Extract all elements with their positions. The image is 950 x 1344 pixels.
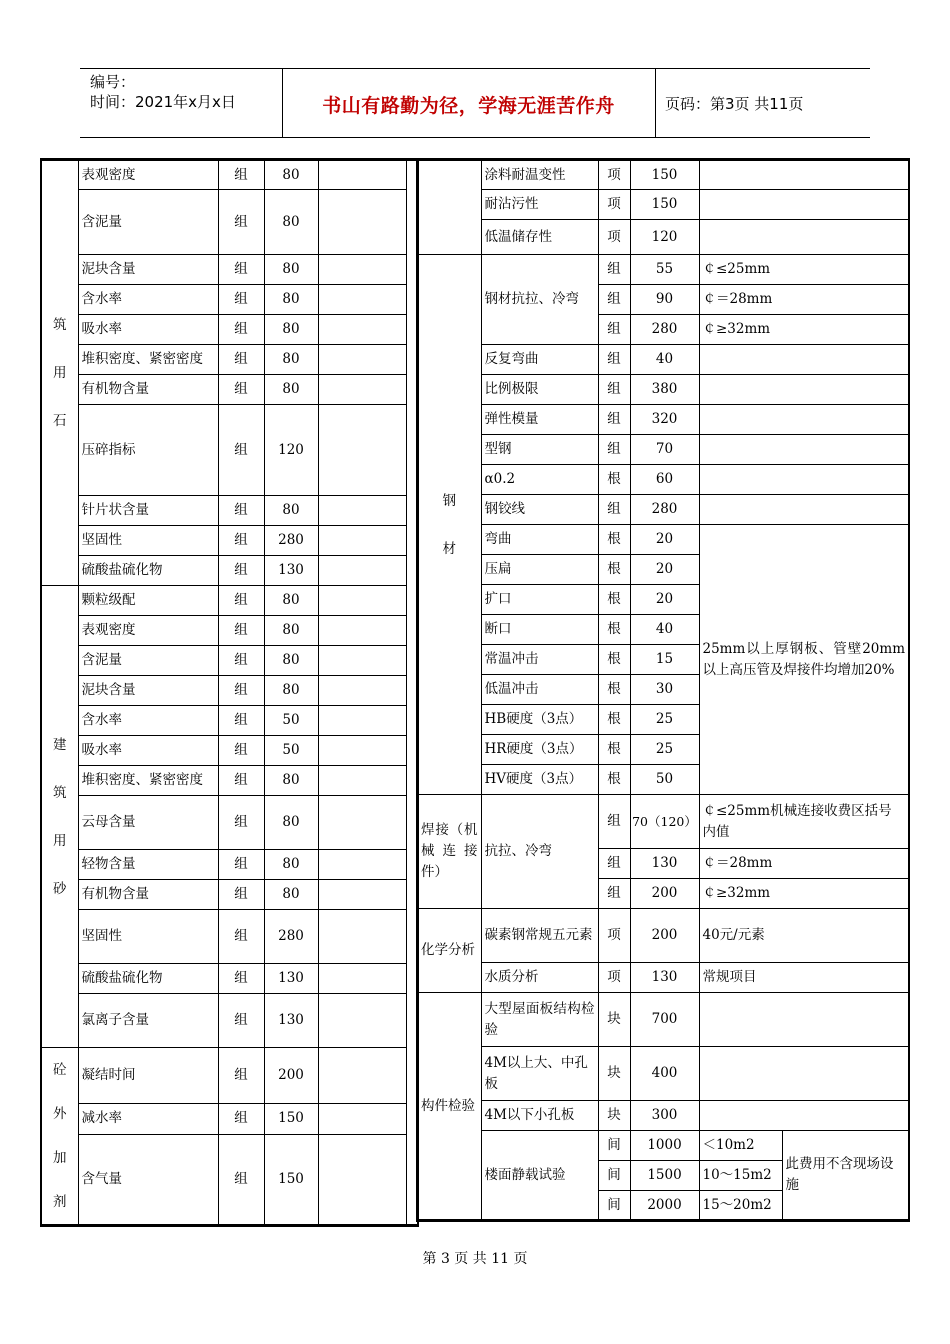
price-cell: 1000 [630,1131,699,1161]
item-cell: 钢材抗拉、冷弯 [481,255,598,345]
category-cell: 构件检验 [417,993,481,1221]
price-cell: 20 [630,585,699,615]
price-cell: 80 [264,586,318,616]
item-cell: 断口 [481,615,598,645]
price-cell: 2000 [630,1191,699,1221]
unit-cell: 组 [218,160,264,190]
category-cell-empty [417,160,481,255]
price-cell: 130 [630,963,699,993]
unit-cell: 组 [218,1048,264,1104]
unit-cell: 块 [598,993,630,1047]
price-cell: 120 [630,220,699,255]
item-cell: 含泥量 [78,646,218,676]
note-cell: ￠≤25mm [699,255,909,285]
category-cell [417,255,481,795]
unit-cell: 组 [218,910,264,964]
price-cell: 150 [264,1134,318,1225]
range-cell: 15～20m2 [699,1191,782,1221]
price-cell: 80 [264,796,318,850]
price-cell: 150 [630,190,699,220]
note-cell [318,1048,406,1104]
note-cell [318,160,406,190]
price-cell: 80 [264,315,318,345]
price-cell: 60 [630,465,699,495]
unit-cell: 组 [218,496,264,526]
unit-cell: 根 [598,465,630,495]
unit-cell: 组 [218,345,264,375]
price-cell: 70 [630,435,699,465]
unit-cell: 根 [598,615,630,645]
price-cell: 80 [264,766,318,796]
unit-cell: 组 [218,994,264,1048]
time-label: 时间：2021年x月x日 [90,93,236,111]
unit-cell: 组 [598,255,630,285]
header-motto: 书山有路勤为径，学海无涯苦作舟 [322,95,615,117]
item-cell: 有机物含量 [78,880,218,910]
price-cell: 80 [264,375,318,405]
item-cell: 表观密度 [78,160,218,190]
price-cell: 200 [630,879,699,909]
unit-cell: 间 [598,1131,630,1161]
note-cell [699,375,909,405]
range-cell: ＜10m2 [699,1131,782,1161]
note-cell: ￠≥32mm [699,315,909,345]
unit-cell: 组 [218,646,264,676]
item-cell: 吸水率 [78,315,218,345]
unit-cell: 根 [598,735,630,765]
unit-cell: 根 [598,675,630,705]
note-cell [318,850,406,880]
unit-cell: 组 [218,1103,264,1134]
note-cell [318,405,406,496]
note-cell [318,706,406,736]
price-cell: 50 [264,736,318,766]
item-cell: 轻物含量 [78,850,218,880]
note-cell: 25mm以上厚钢板、管壁20mm以上高压管及焊接件均增加20% [699,525,909,795]
price-cell: 80 [264,880,318,910]
item-cell: 硫酸盐硫化物 [78,964,218,994]
item-cell: 比例极限 [481,375,598,405]
note-cell [699,345,909,375]
item-cell: 扩口 [481,585,598,615]
category-cell [41,1048,78,1226]
note-cell: 40元/元素 [699,909,909,963]
unit-cell: 项 [598,963,630,993]
note-cell [318,910,406,964]
note-cell [318,496,406,526]
page-footer: 第 3 页 共 11 页 [422,1251,528,1267]
category-label: 钢材 [442,492,456,557]
item-cell: 弯曲 [481,525,598,555]
price-cell: 380 [630,375,699,405]
note-cell [318,285,406,315]
item-cell: 颗粒级配 [78,586,218,616]
item-cell: HB硬度（3点） [481,705,598,735]
item-cell: 含气量 [78,1134,218,1225]
header-meta [90,72,236,112]
note-cell [318,964,406,994]
item-cell: 压扁 [481,555,598,585]
item-cell: 耐沾污性 [481,190,598,220]
price-cell: 80 [264,345,318,375]
note-cell: ￠＝28mm [699,285,909,315]
unit-cell: 根 [598,585,630,615]
note-cell [318,526,406,556]
item-cell: 氯离子含量 [78,994,218,1048]
item-cell: 压碎指标 [78,405,218,496]
unit-cell: 组 [598,285,630,315]
price-cell: 80 [264,676,318,706]
note-cell [318,255,406,285]
price-cell: 55 [630,255,699,285]
unit-cell: 根 [598,645,630,675]
item-cell: 型钢 [481,435,598,465]
item-cell: 反复弯曲 [481,345,598,375]
price-cell: 80 [264,496,318,526]
price-cell: 80 [264,255,318,285]
price-cell: 130 [264,964,318,994]
price-cell: 280 [630,315,699,345]
unit-cell: 组 [598,435,630,465]
header-divider [655,69,656,137]
item-cell: 云母含量 [78,796,218,850]
price-cell: 15 [630,645,699,675]
unit-cell: 组 [218,850,264,880]
price-cell: 25 [630,705,699,735]
price-cell: 280 [264,910,318,964]
note-cell [699,160,909,190]
left-price-table [40,158,419,1227]
item-cell: 低温储存性 [481,220,598,255]
unit-cell: 组 [598,495,630,525]
unit-cell: 组 [218,1134,264,1225]
unit-cell: 组 [218,796,264,850]
note-cell [699,993,909,1047]
price-cell: 30 [630,675,699,705]
note-cell: ￠≥32mm [699,879,909,909]
unit-cell: 组 [218,736,264,766]
unit-cell: 组 [218,190,264,255]
note-cell [318,375,406,405]
note-cell [699,465,909,495]
note-cell [699,220,909,255]
item-cell: 常温冲击 [481,645,598,675]
category-cell [41,586,78,1048]
unit-cell: 组 [598,405,630,435]
item-cell: 泥块含量 [78,255,218,285]
unit-cell: 组 [218,964,264,994]
unit-cell: 间 [598,1161,630,1191]
price-cell: 200 [630,909,699,963]
category-cell: 化学分析 [417,909,481,993]
unit-cell: 组 [598,315,630,345]
price-cell: 25 [630,735,699,765]
unit-cell: 组 [598,345,630,375]
price-cell: 80 [264,616,318,646]
note-cell [318,880,406,910]
item-cell: 含水率 [78,285,218,315]
unit-cell: 项 [598,190,630,220]
note-cell: 此费用不含现场设施 [782,1131,909,1221]
unit-cell: 组 [598,849,630,879]
note-cell [318,1134,406,1225]
item-cell: 钢铰线 [481,495,598,525]
note-cell [318,345,406,375]
item-cell: 减水率 [78,1103,218,1134]
unit-cell: 组 [218,586,264,616]
category-label: 砼外加剂 [53,1062,67,1210]
note-cell [699,435,909,465]
item-cell: 大型屋面板结构检验 [481,993,598,1047]
price-cell: 700 [630,993,699,1047]
note-cell [318,766,406,796]
unit-cell: 项 [598,160,630,190]
price-cell: 20 [630,555,699,585]
item-cell: 堆积密度、紧密密度 [78,766,218,796]
price-cell: 80 [264,285,318,315]
price-cell: 80 [264,190,318,255]
note-cell: 常规项目 [699,963,909,993]
unit-cell: 组 [218,766,264,796]
category-label: 建筑用砂 [53,736,67,897]
item-cell: 抗拉、冷弯 [481,795,598,909]
price-cell: 50 [630,765,699,795]
item-cell: 弹性模量 [481,405,598,435]
item-cell: 坚固性 [78,526,218,556]
unit-cell: 块 [598,1047,630,1101]
unit-cell: 组 [598,375,630,405]
note-cell [318,616,406,646]
unit-cell: 组 [598,879,630,909]
unit-cell: 间 [598,1191,630,1221]
unit-cell: 组 [218,616,264,646]
price-cell: 70（120） [630,795,699,849]
price-cell: 150 [264,1103,318,1134]
category-cell [41,160,78,586]
item-cell: 凝结时间 [78,1048,218,1104]
page-header [80,68,870,138]
note-cell [699,495,909,525]
note-cell [318,676,406,706]
unit-cell: 组 [218,255,264,285]
price-cell: 280 [264,526,318,556]
item-cell: 含泥量 [78,190,218,255]
price-cell: 150 [630,160,699,190]
item-cell: 针片状含量 [78,496,218,526]
item-cell: 堆积密度、紧密密度 [78,345,218,375]
unit-cell: 组 [218,556,264,586]
note-cell [318,736,406,766]
item-cell: 硫酸盐硫化物 [78,556,218,586]
unit-cell: 组 [218,676,264,706]
unit-cell: 组 [218,706,264,736]
price-cell: 400 [630,1047,699,1101]
unit-cell: 组 [218,526,264,556]
page-number-label: 页码：第3页 共11页 [665,95,804,113]
item-cell: 吸水率 [78,736,218,766]
note-cell: ￠＝28mm [699,849,909,879]
item-cell: 含水率 [78,706,218,736]
item-cell: α0.2 [481,465,598,495]
price-cell: 50 [264,706,318,736]
item-cell: HR硬度（3点） [481,735,598,765]
note-cell [318,1103,406,1134]
item-cell: 水质分析 [481,963,598,993]
unit-cell: 根 [598,705,630,735]
price-cell: 130 [264,556,318,586]
note-cell [318,994,406,1048]
item-cell: 低温冲击 [481,675,598,705]
price-cell: 200 [264,1048,318,1104]
item-cell: 泥块含量 [78,676,218,706]
range-cell: 10～15m2 [699,1161,782,1191]
item-cell: HV硬度（3点） [481,765,598,795]
price-cell: 20 [630,525,699,555]
unit-cell: 项 [598,220,630,255]
note-cell [318,556,406,586]
note-cell [318,796,406,850]
unit-cell: 根 [598,765,630,795]
item-cell: 涂料耐温变性 [481,160,598,190]
price-cell: 280 [630,495,699,525]
note-cell [699,1101,909,1131]
item-cell: 4M以上大、中孔板 [481,1047,598,1101]
item-cell: 坚固性 [78,910,218,964]
unit-cell: 组 [218,405,264,496]
item-cell: 有机物含量 [78,375,218,405]
note-cell [318,190,406,255]
serial-label: 编号： [90,73,136,91]
unit-cell: 组 [218,375,264,405]
unit-cell: 项 [598,909,630,963]
price-cell: 130 [264,994,318,1048]
price-cell: 90 [630,285,699,315]
item-cell: 4M以下小孔板 [481,1101,598,1131]
price-cell: 80 [264,646,318,676]
unit-cell: 组 [218,285,264,315]
note-cell: ￠≤25mm机械连接收费区括号内值 [699,795,909,849]
note-cell [699,190,909,220]
price-cell: 80 [264,160,318,190]
note-cell [699,405,909,435]
price-cell: 300 [630,1101,699,1131]
note-cell [699,1047,909,1101]
unit-cell: 组 [598,795,630,849]
unit-cell: 组 [218,315,264,345]
price-cell: 1500 [630,1161,699,1191]
unit-cell: 组 [218,880,264,910]
price-cell: 320 [630,405,699,435]
item-cell: 碳素钢常规五元素 [481,909,598,963]
right-price-table [416,158,910,1222]
price-cell: 40 [630,345,699,375]
category-label: 筑用石 [53,317,67,429]
note-cell [318,315,406,345]
price-cell: 130 [630,849,699,879]
price-cell: 40 [630,615,699,645]
item-cell: 表观密度 [78,616,218,646]
unit-cell: 块 [598,1101,630,1131]
unit-cell: 根 [598,525,630,555]
note-cell [318,586,406,616]
price-cell: 80 [264,850,318,880]
unit-cell: 根 [598,555,630,585]
item-cell: 楼面静载试验 [481,1131,598,1221]
category-cell: 焊接（机械连接件） [417,795,481,909]
note-cell [318,646,406,676]
price-cell: 120 [264,405,318,496]
